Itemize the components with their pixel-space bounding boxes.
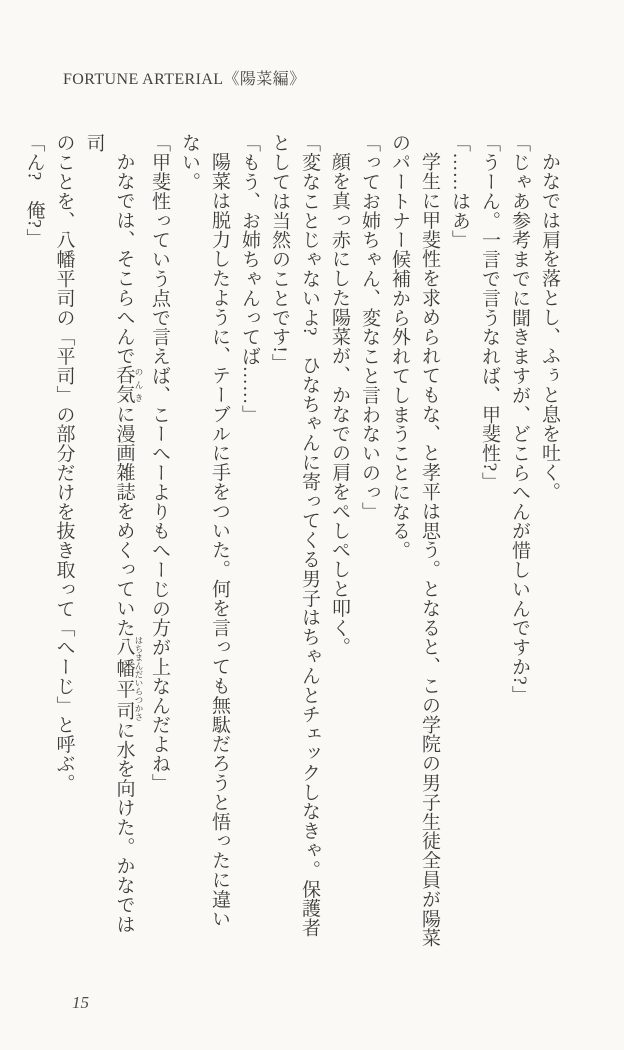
text-line: 「ってお姉ちゃん、変なこと言わないのっ」 <box>359 133 380 521</box>
text-line: 「……はあ」 <box>449 133 470 250</box>
text-line: 学生に甲斐性を求められてもな、と孝平は思う。となると、この学院の男子生徒全員が陽菜 <box>419 152 440 948</box>
text-line: かなでは、そこらへんで呑気 のんきに漫画雑誌をめくっていた八幡平司 はちまんだいらつかさに水を向けた。かなでは司 <box>83 133 144 934</box>
text-line: 「もう、お姉ちゃんってば……」 <box>239 133 260 424</box>
page-number: 15 <box>72 993 89 1012</box>
text-line: かなでは肩を落とし、ふぅと息を吐く。 <box>539 152 560 502</box>
furigana-ruby: 八幡平司 はちまんだいらつかさ <box>113 636 144 722</box>
furigana-text: はちまんだいらつかさ <box>134 636 144 722</box>
text-line: ない。 <box>179 133 200 192</box>
furigana-text: のんき <box>134 365 144 405</box>
text-line: 「甲斐性っていう点で言えば、こーへーよりもへーじの方が上なんだよね」 <box>149 133 170 793</box>
text-line: 「変なことじゃないよ? ひなちゃんに寄ってくる男子はちゃんとチェックしなきゃ。保護者 <box>299 133 320 938</box>
text-line: 顔を真っ赤にした陽菜が、かなでの肩をぺしぺしと叩く。 <box>329 152 350 657</box>
text-line: 陽菜は脱力したように、テーブルに手をついた。何を言っても無駄だろうと悟ったに違い <box>209 152 230 928</box>
text-line: 「ん? 俺?」 <box>23 133 45 248</box>
text-line: 「じゃあ参考までに聞きますが、どこらへんが惜しいんですか?」 <box>509 133 530 705</box>
page-text-block <box>23 133 564 951</box>
furigana-ruby: 呑気 のんき <box>113 365 144 405</box>
text-line: のパートナー候補から外れてしまうことになる。 <box>389 133 410 560</box>
running-header-title: FORTUNE ARTERIAL《陽菜編》 <box>63 71 306 88</box>
text-line: のことを、八幡平司の「平司」の部分だけを抜き取って「へーじ」と呼ぶ。 <box>53 133 75 793</box>
text-line: としては当然のことです!」 <box>269 133 290 373</box>
text-line: 「うーん。一言で言うなれば、甲斐性?」 <box>479 133 500 492</box>
